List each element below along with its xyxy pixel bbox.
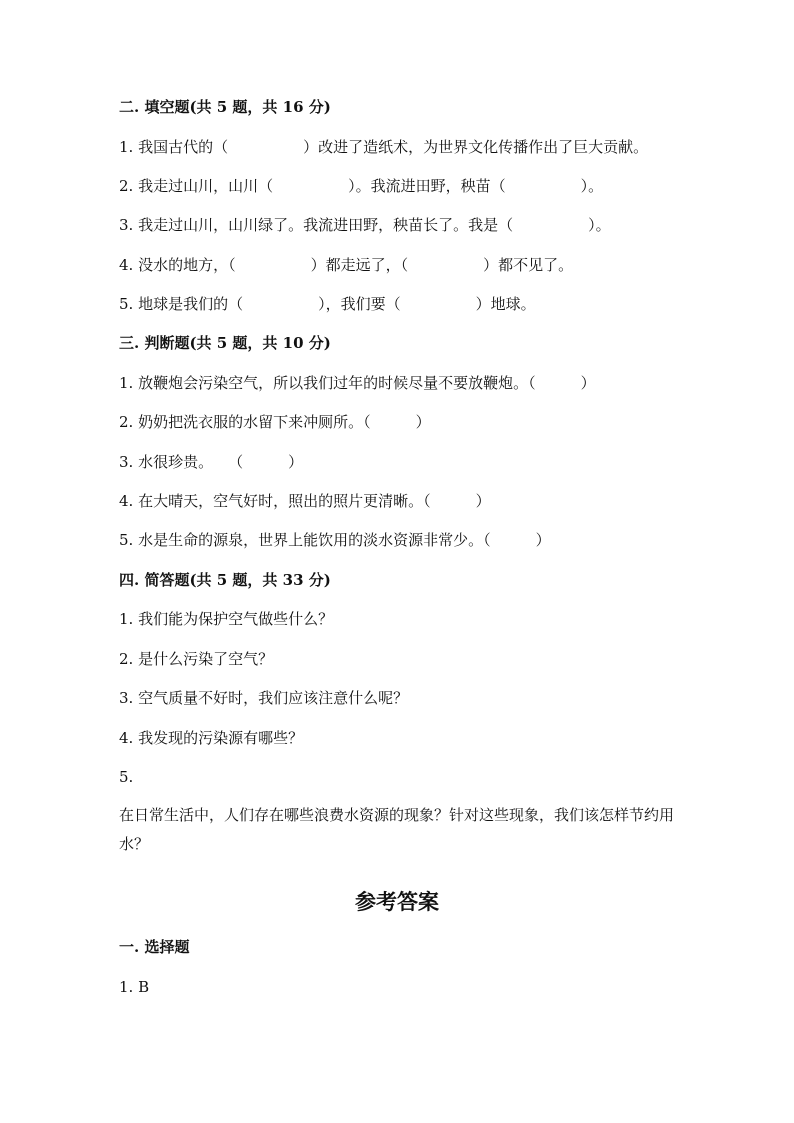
- question-sa-2: 2. 是什么污染了空气？: [119, 650, 274, 668]
- question-tf-5: 5. 水是生命的源泉，世界上能饮用的淡水资源非常少。（ ）: [119, 531, 551, 549]
- question-fill-3: 3. 我走过山川，山川绿了。我流进田野，秧苗长了。我是（ ）。: [119, 216, 611, 234]
- question-sa-1: 1. 我们能为保护空气做些什么？: [119, 610, 334, 628]
- question-fill-4: 4. 没水的地方，（ ）都走远了，（ ）都不见了。: [119, 256, 574, 274]
- answer-item-1: 1. B: [119, 978, 150, 996]
- section-heading-short-answer: 四. 简答题(共 5 题，共 33 分): [119, 571, 331, 589]
- question-fill-1: 1. 我国古代的（ ）改进了造纸术，为世界文化传播作出了巨大贡献。: [119, 138, 649, 156]
- section-heading-true-false: 三. 判断题(共 5 题，共 10 分): [119, 334, 331, 352]
- question-sa-4: 4. 我发现的污染源有哪些？: [119, 729, 304, 747]
- question-sa-3: 3. 空气质量不好时，我们应该注意什么呢？: [119, 689, 409, 707]
- answer-key-title: 参考答案: [355, 889, 439, 914]
- question-sa-5-number: 5.: [119, 768, 134, 786]
- answer-section-heading-multiple-choice: 一. 选择题: [119, 938, 190, 956]
- section-heading-fill-blank: 二. 填空题(共 5 题，共 16 分): [119, 98, 331, 116]
- question-tf-1: 1. 放鞭炮会污染空气，所以我们过年的时候尽量不要放鞭炮。（ ）: [119, 374, 596, 392]
- question-fill-2: 2. 我走过山川，山川（ ）。我流进田野，秧苗（ ）。: [119, 177, 604, 195]
- question-tf-4: 4. 在大晴天，空气好时，照出的照片更清晰。（ ）: [119, 492, 491, 510]
- question-tf-2: 2. 奶奶把洗衣服的水留下来冲厕所。（ ）: [119, 413, 431, 431]
- question-fill-5: 5. 地球是我们的（ ），我们要（ ）地球。: [119, 295, 536, 313]
- question-tf-3: 3. 水很珍贵。 （ ）: [119, 453, 304, 471]
- question-sa-5-text: 在日常生活中，人们存在哪些浪费水资源的现象？针对这些现象，我们该怎样节约用水？: [119, 806, 675, 853]
